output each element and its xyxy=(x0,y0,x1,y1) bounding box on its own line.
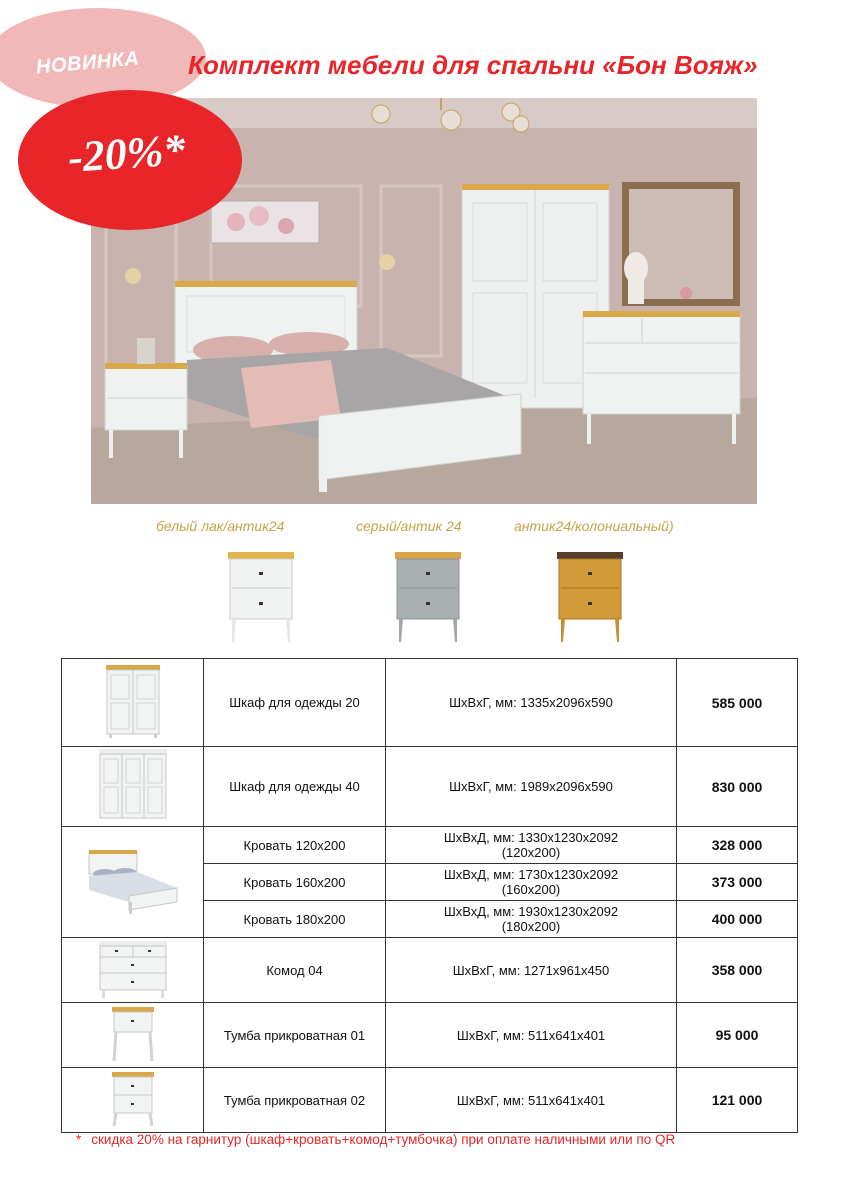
product-dimensions-line: ШхВхД, мм: 1730x1230x2092 xyxy=(443,867,619,882)
product-price: 585 000 xyxy=(677,659,798,747)
product-dimensions-line: ШхВхД, мм: 1330x1230x2092 xyxy=(443,830,619,845)
nightstand-grey-swatch xyxy=(393,548,463,644)
product-dimensions xyxy=(386,864,677,901)
product-price: 328 000 xyxy=(677,827,798,864)
product-name: Кровать 120x200 xyxy=(204,827,386,864)
table-row xyxy=(62,747,798,827)
price-table xyxy=(61,658,798,1133)
product-price: 121 000 xyxy=(677,1068,798,1133)
product-image-nightstand-01 xyxy=(62,1003,204,1068)
nightstand-antique-swatch xyxy=(555,548,625,644)
product-name: Кровать 180x200 xyxy=(204,901,386,938)
table-row xyxy=(62,827,798,864)
footnote-asterisk: * xyxy=(76,1132,82,1147)
product-dimensions: ШхВхГ, мм: 1989x2096x590 xyxy=(386,747,677,827)
product-price: 95 000 xyxy=(677,1003,798,1068)
footnote-text: скидка 20% на гарнитур (шкаф+кровать+комод+тумбочка) при оплате наличными или по QR xyxy=(91,1132,676,1147)
product-dimensions: ШхВхГ, мм: 511x641x401 xyxy=(386,1068,677,1133)
product-dimensions xyxy=(386,901,677,938)
product-name: Комод 04 xyxy=(204,938,386,1003)
product-image-nightstand-02 xyxy=(62,1068,204,1133)
color-label-antique: антик24/колониальный) xyxy=(514,518,674,534)
table-row xyxy=(62,659,798,747)
product-price: 830 000 xyxy=(677,747,798,827)
discount-badge xyxy=(18,90,242,230)
product-image-bed xyxy=(62,827,204,938)
color-label-grey: серый/антик 24 xyxy=(356,518,462,534)
product-dimensions: ШхВхГ, мм: 1335x2096x590 xyxy=(386,659,677,747)
nightstand-white-swatch xyxy=(226,548,296,644)
color-label-white: белый лак/антик24 xyxy=(156,518,285,534)
product-name: Тумба прикроватная 01 xyxy=(204,1003,386,1068)
discount-badge-label: -20%* xyxy=(66,124,187,183)
product-price: 400 000 xyxy=(677,901,798,938)
product-image-wardrobe-40 xyxy=(62,747,204,827)
product-size-line: (160x200) xyxy=(501,882,561,897)
new-badge-label: НОВИНКА xyxy=(35,47,141,79)
table-row xyxy=(62,1003,798,1068)
product-dimensions: ШхВхГ, мм: 1271x961x450 xyxy=(386,938,677,1003)
page-title: Комплект мебели для спальни «Бон Вояж» xyxy=(188,50,758,80)
product-name: Кровать 160x200 xyxy=(204,864,386,901)
table-row xyxy=(62,1068,798,1133)
table-row xyxy=(62,938,798,1003)
product-dimensions: ШхВхГ, мм: 511x641x401 xyxy=(386,1003,677,1068)
product-price: 358 000 xyxy=(677,938,798,1003)
footnote xyxy=(76,1132,675,1147)
product-dimensions-line: ШхВхД, мм: 1930x1230x2092 xyxy=(443,904,619,919)
product-name: Шкаф для одежды 40 xyxy=(204,747,386,827)
product-size-line: (180x200) xyxy=(501,919,561,934)
product-name: Тумба прикроватная 02 xyxy=(204,1068,386,1133)
product-size-line: (120x200) xyxy=(501,845,561,860)
product-dimensions xyxy=(386,827,677,864)
product-image-chest xyxy=(62,938,204,1003)
product-image-wardrobe-20 xyxy=(62,659,204,747)
product-name: Шкаф для одежды 20 xyxy=(204,659,386,747)
product-price: 373 000 xyxy=(677,864,798,901)
